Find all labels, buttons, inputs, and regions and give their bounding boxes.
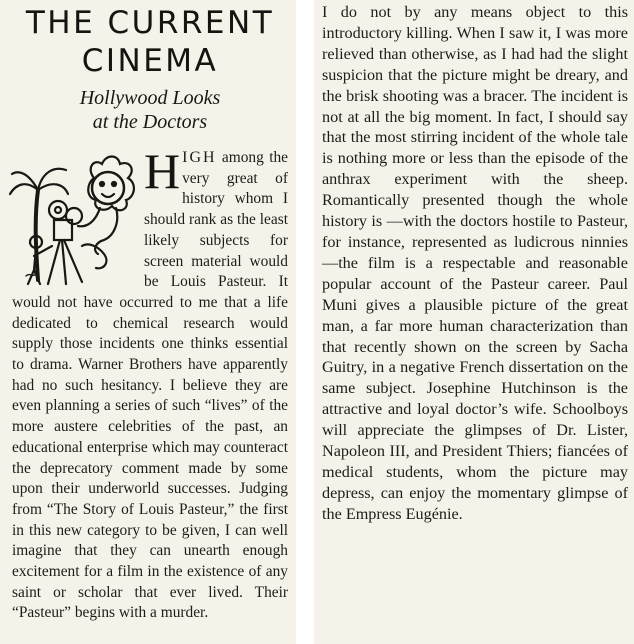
- article-subtitle: [12, 86, 288, 134]
- title-line-1: THE CURRENT: [25, 5, 275, 41]
- right-column: [314, 0, 634, 644]
- title-line-2: CINEMA: [81, 43, 219, 79]
- article-title: [12, 4, 288, 80]
- right-column-text: I do not by any means object to this introductory killing. When I saw it, I was more relieved than otherwise, as I had had the slight suspicion that the picture might be dreary, and the brisk shooting was a bracer. The incident is not at all the big moment. In fact, I should say that the most stirring incident of the whole tale is nothing more or less than the episode of the anthrax experiment with the sheep. Romantically presented though the whole history is —with the doctors hostile to Pasteur, for instance, represented as ludicrous ninnies—the film is a respectable and reasonable popular account of the Pasteur career. Paul Muni gives a plausible picture of the great man, a far more human characterization than that recently shown on the screen by Sacha Guitry, in a negative French dissertation on the same subject. Josephine Hutchinson is the attractive and loyal doctor’s wife. Schoolboys will appreciate the glimpses of Dr. Lister, Napoleon III, and President Thiers; fiancées of medical students, whom the picture may depress, can enjoy the momentary glimpse of the Empress Eugénie.: [322, 3, 628, 523]
- subtitle-line-1: Hollywood Looks: [79, 87, 221, 109]
- drop-cap: H: [144, 143, 181, 199]
- cinema-camera-illustration-icon: [8, 150, 140, 288]
- left-body-text: among the very great of history whom I should rank as the least likely subjects for screen material would be Louis Pasteur. It would not have occurred to me that a life dedicated to chemical research would supply those incidents one thinks essential to drama. Warner Brothers have apparently had no such hesitancy. I believe they are even planning a series of such “lives” of the more austere celebrities of the past, an educational enterprise which may counteract the deprecatory comment made by some upon their underworld successes. Judging from “The Story of Louis Pasteur,” the first in this new category to be given, I can well imagine that they can unearth enough excitement for a film in the existence of any saint or scholar that ever lived. Their “Pasteur” begins with a murder.: [12, 149, 288, 622]
- opening-smallcaps: IGH: [182, 149, 217, 166]
- subtitle-line-2: at the Doctors: [92, 111, 208, 133]
- left-column-text: [12, 143, 288, 624]
- left-column: [0, 0, 296, 644]
